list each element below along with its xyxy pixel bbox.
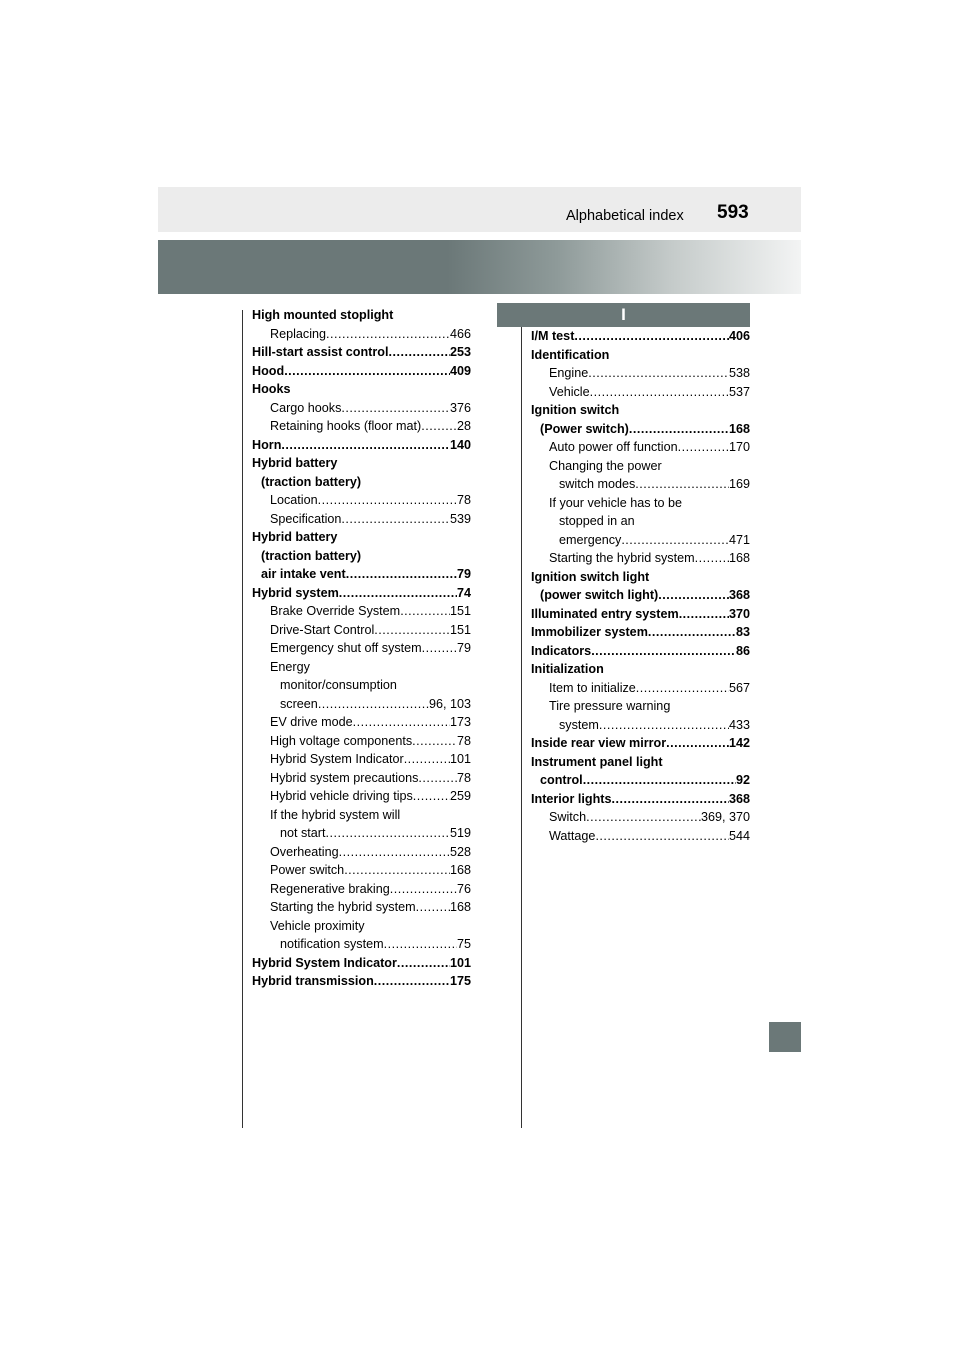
index-entry [531, 586, 750, 605]
index-entry [531, 531, 750, 550]
entry-term: Specification [270, 511, 342, 526]
entry-page-ref: 75 [456, 937, 471, 951]
entry-page-ref: 370 [728, 606, 750, 621]
entry-page-ref: 74 [456, 585, 471, 600]
entry-page-ref: 79 [456, 567, 471, 581]
entry-page-ref: 253 [449, 345, 471, 359]
side-thumb-tab [769, 1022, 801, 1052]
dot-leader [591, 642, 736, 661]
index-entry: (traction battery) [261, 474, 362, 489]
index-entry [252, 325, 471, 344]
index-entry: Energy [270, 659, 310, 674]
dot-leader [374, 972, 450, 991]
index-entry: Changing the power [549, 458, 662, 473]
entry-page-ref: 140 [449, 437, 471, 452]
dot-leader [590, 383, 729, 402]
index-entry [531, 679, 750, 698]
entry-term: Regenerative braking [270, 881, 390, 896]
entry-term: Immobilizer system [531, 625, 648, 639]
index-entry [252, 343, 471, 362]
entry-page-ref: 83 [735, 625, 750, 639]
index-entry [252, 732, 471, 751]
entry-term: Engine [549, 366, 589, 380]
index-entry [252, 399, 471, 418]
entry-page-ref: 369, 370 [700, 810, 750, 824]
index-entry [252, 880, 471, 899]
index-entry: Ignition switch light [531, 569, 650, 584]
dot-leader [583, 771, 736, 790]
page-number: 593 [717, 202, 749, 223]
entry-term: Hood [252, 363, 285, 378]
index-entry [531, 734, 750, 753]
dot-leader [397, 954, 450, 973]
entry-term: EV drive mode [270, 715, 353, 729]
entry-page-ref: 76 [456, 881, 471, 896]
entry-page-ref: 368 [728, 588, 750, 602]
dot-leader [574, 327, 729, 346]
entry-page-ref: 433 [728, 717, 750, 732]
dot-leader [341, 399, 450, 418]
index-entry: Vehicle proximity [270, 918, 365, 933]
dot-leader [422, 639, 457, 658]
entry-term: Interior lights [531, 791, 612, 806]
entry-term: emergency [559, 532, 622, 547]
entry-term: Starting the hybrid system [270, 900, 416, 914]
dot-leader [388, 343, 450, 362]
index-entry [252, 695, 471, 714]
index-entry: Ignition switch [531, 403, 620, 417]
entry-page-ref: 79 [456, 641, 471, 655]
index-entry: (traction battery) [261, 548, 362, 563]
index-entry [252, 972, 471, 991]
dot-leader [679, 605, 729, 624]
entry-term: Hybrid system precautions [270, 770, 419, 785]
index-entry [531, 327, 750, 346]
dot-leader [658, 586, 729, 605]
index-entry [531, 716, 750, 735]
entry-term: Hybrid vehicle driving tips [270, 789, 413, 803]
entry-term: Item to initialize [549, 680, 636, 695]
entry-term: Illuminated entry system [531, 606, 679, 621]
entry-page-ref: 528 [449, 844, 471, 859]
index-entry [531, 364, 750, 383]
entry-page-ref: 173 [449, 715, 471, 729]
index-entry: monitor/consumption [280, 678, 397, 692]
entry-page-ref: 537 [728, 384, 750, 399]
section-letter-tab: I [497, 303, 750, 327]
entry-term: Indicators [531, 643, 592, 658]
entry-term: not start [280, 826, 326, 840]
entry-page-ref: 28 [456, 419, 471, 433]
entry-term: screen [280, 696, 318, 711]
entry-term: Hybrid System Indicator [270, 752, 404, 766]
entry-term: Replacing [270, 326, 327, 341]
entry-term: Vehicle [549, 384, 590, 399]
index-entry [252, 362, 471, 381]
index-entry [252, 713, 471, 732]
index-entry: Hooks [252, 382, 291, 396]
index-entry: Hybrid battery [252, 530, 338, 544]
index-entry [531, 420, 750, 439]
index-entry [252, 787, 471, 806]
index-entry: Initialization [531, 662, 604, 676]
entry-page-ref: 519 [449, 826, 471, 840]
index-entry [531, 827, 750, 846]
page-title: Alphabetical index [566, 208, 684, 224]
entry-page-ref: 86 [735, 643, 750, 658]
entry-page-ref: 567 [728, 680, 750, 695]
entry-term: Emergency shut off system [270, 641, 422, 655]
dot-leader [421, 417, 457, 436]
index-entry: Instrument panel light [531, 754, 663, 769]
entry-term: notification system [280, 937, 384, 951]
entry-page-ref: 368 [728, 791, 750, 806]
dot-leader [695, 549, 729, 568]
index-entry [531, 605, 750, 624]
index-entry: If your vehicle has to be [549, 495, 683, 510]
entry-page-ref: 170 [728, 440, 750, 454]
entry-page-ref: 169 [728, 477, 750, 491]
dot-leader [413, 787, 450, 806]
dot-leader [353, 713, 450, 732]
index-entry [252, 584, 471, 603]
index-entry [531, 383, 750, 402]
entry-page-ref: 466 [449, 326, 471, 341]
entry-term: Cargo hooks [270, 400, 342, 415]
dot-leader [284, 362, 450, 381]
index-entry [531, 549, 750, 568]
index-entry [531, 790, 750, 809]
entry-page-ref: 78 [456, 733, 471, 748]
entry-page-ref: 175 [449, 974, 471, 988]
index-entry [252, 417, 471, 436]
entry-page-ref: 168 [728, 551, 750, 565]
dot-leader [678, 438, 729, 457]
entry-page-ref: 539 [449, 511, 471, 526]
index-entry [252, 602, 471, 621]
index-entry: stopped in an [559, 514, 635, 528]
dot-leader [390, 880, 457, 899]
dot-leader [648, 623, 736, 642]
dot-leader [326, 325, 450, 344]
dot-leader [318, 491, 457, 510]
dot-leader [318, 695, 429, 714]
dot-leader [339, 584, 457, 603]
index-entry [252, 750, 471, 769]
index-entry [531, 475, 750, 494]
left-margin-rule [242, 310, 243, 1128]
entry-page-ref: 78 [456, 770, 471, 785]
dot-leader [588, 364, 729, 383]
decorative-band [158, 240, 801, 294]
entry-page-ref: 471 [728, 532, 750, 547]
index-entry [252, 510, 471, 529]
entry-term: control [540, 773, 583, 787]
entry-page-ref: 78 [456, 493, 471, 507]
index-entry: If the hybrid system will [270, 807, 401, 822]
index-entry [531, 642, 750, 661]
entry-term: Hybrid system [252, 585, 339, 600]
entry-term: Drive-Start Control [270, 622, 375, 637]
dot-leader [326, 824, 450, 843]
dot-leader [404, 750, 450, 769]
entry-page-ref: 168 [728, 421, 750, 436]
entry-page-ref: 142 [728, 736, 750, 750]
dot-leader [636, 679, 729, 698]
entry-term: Starting the hybrid system [549, 551, 695, 565]
entry-term: Horn [252, 437, 282, 452]
entry-page-ref: 96, 103 [428, 696, 471, 711]
entry-page-ref: 101 [449, 752, 471, 766]
dot-leader [629, 420, 729, 439]
index-entry [252, 565, 471, 584]
entry-page-ref: 544 [728, 828, 750, 843]
index-entry: Tire pressure warning [549, 699, 671, 713]
entry-page-ref: 168 [449, 863, 471, 877]
entry-page-ref: 101 [449, 955, 471, 970]
index-entry [531, 623, 750, 642]
dot-leader [281, 436, 450, 455]
entry-term: Inside rear view mirror [531, 736, 667, 750]
dot-leader [412, 732, 457, 751]
index-entry [252, 491, 471, 510]
dot-leader [384, 935, 457, 954]
entry-term: Auto power off function [549, 440, 678, 454]
dot-leader [666, 734, 729, 753]
index-entry [252, 898, 471, 917]
entry-term: Hill-start assist control [252, 345, 389, 359]
entry-term: system [559, 717, 599, 732]
index-entry [252, 769, 471, 788]
index-entry [531, 808, 750, 827]
entry-page-ref: 406 [728, 329, 750, 343]
dot-leader [344, 861, 450, 880]
entry-term: Hybrid System Indicator [252, 955, 397, 970]
entry-page-ref: 92 [735, 773, 750, 787]
dot-leader [374, 621, 450, 640]
index-entry [252, 639, 471, 658]
entry-term: (Power switch) [540, 421, 629, 436]
entry-term: Wattage [549, 828, 596, 843]
index-entry [531, 771, 750, 790]
entry-term: switch modes [559, 477, 636, 491]
entry-page-ref: 376 [449, 400, 471, 415]
entry-page-ref: 259 [449, 789, 471, 803]
dot-leader [611, 790, 729, 809]
index-entry [252, 954, 471, 973]
dot-leader [341, 510, 450, 529]
index-entry [252, 436, 471, 455]
entry-term: Location [270, 493, 318, 507]
index-entry: High mounted stoplight [252, 308, 394, 322]
dot-leader [635, 475, 729, 494]
dot-leader [339, 843, 450, 862]
index-entry [531, 438, 750, 457]
entry-term: Hybrid transmission [252, 974, 374, 988]
dot-leader [599, 716, 729, 735]
index-entry [252, 935, 471, 954]
entry-term: Brake Override System [270, 604, 401, 618]
entry-term: I/M test [531, 329, 575, 343]
entry-page-ref: 151 [449, 622, 471, 637]
dot-leader [586, 808, 701, 827]
dot-leader [400, 602, 450, 621]
header-bar [158, 187, 801, 232]
index-entry [252, 843, 471, 862]
entry-term: Overheating [270, 844, 339, 859]
dot-leader [621, 531, 729, 550]
index-entry [252, 861, 471, 880]
index-entry [252, 824, 471, 843]
dot-leader [595, 827, 729, 846]
entry-page-ref: 538 [728, 366, 750, 380]
index-entry [252, 621, 471, 640]
entry-page-ref: 409 [449, 363, 471, 378]
index-column-left [252, 306, 471, 991]
entry-term: Power switch [270, 863, 345, 877]
entry-term: (power switch light) [540, 588, 659, 602]
entry-term: Retaining hooks (floor mat) [270, 419, 422, 433]
entry-term: air intake vent [261, 567, 346, 581]
dot-leader [418, 769, 457, 788]
index-entry: Identification [531, 347, 610, 362]
entry-page-ref: 168 [449, 900, 471, 914]
dot-leader [346, 565, 457, 584]
entry-page-ref: 151 [449, 604, 471, 618]
dot-leader [416, 898, 450, 917]
entry-term: Switch [549, 810, 587, 824]
index-entry: Hybrid battery [252, 456, 338, 470]
index-column-right [531, 327, 750, 845]
column-divider-rule [521, 310, 522, 1128]
entry-term: High voltage components [270, 733, 413, 748]
